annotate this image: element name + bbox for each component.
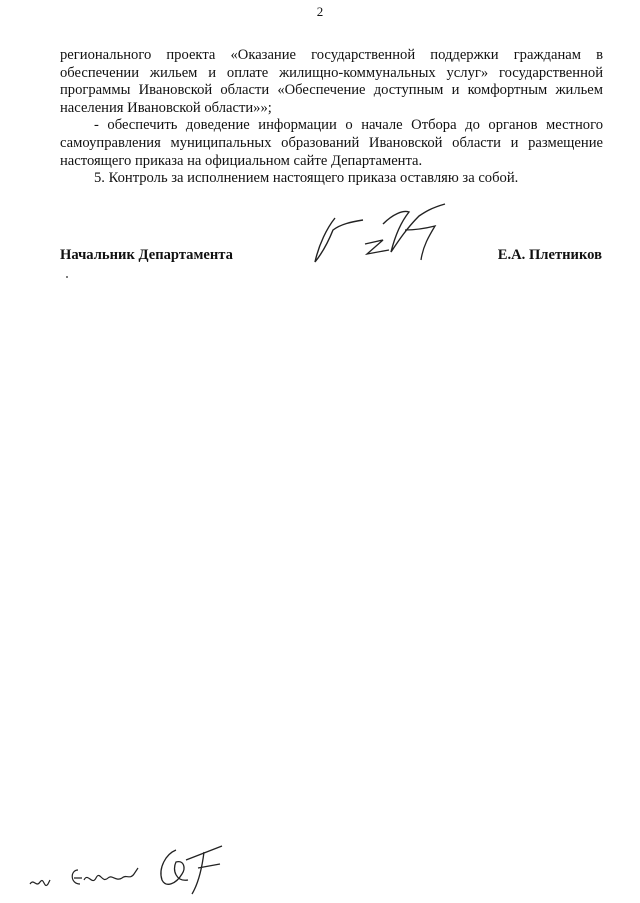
paragraph-inform-municipalities: - обеспечить доведение информации о начале Отбора до органов местного самоуправления муниципальных образований Ивановской области и размещение настоящего приказа на официальном сайте Департамента.: [60, 117, 603, 169]
paragraph-regional-project: регионального проекта «Оказание государственной поддержки гражданам в обеспечении жильем и оплате жилищно-коммунальных услуг» государственной программы Ивановской области «Обеспечение доступным и комфортным жильем населения Ивановской области»»;: [60, 47, 603, 116]
page-number: 2: [316, 4, 324, 19]
signature-title: Начальник Департамента: [60, 247, 233, 263]
handwritten-initials: [26, 840, 246, 900]
paragraph-control: 5. Контроль за исполнением настоящего приказа оставляю за собой.: [94, 170, 519, 187]
dot-mark: [66, 276, 68, 278]
signature-name: Е.А. Плетников: [497, 247, 602, 263]
signature-block: [60, 246, 602, 266]
document-body: [60, 47, 603, 188]
